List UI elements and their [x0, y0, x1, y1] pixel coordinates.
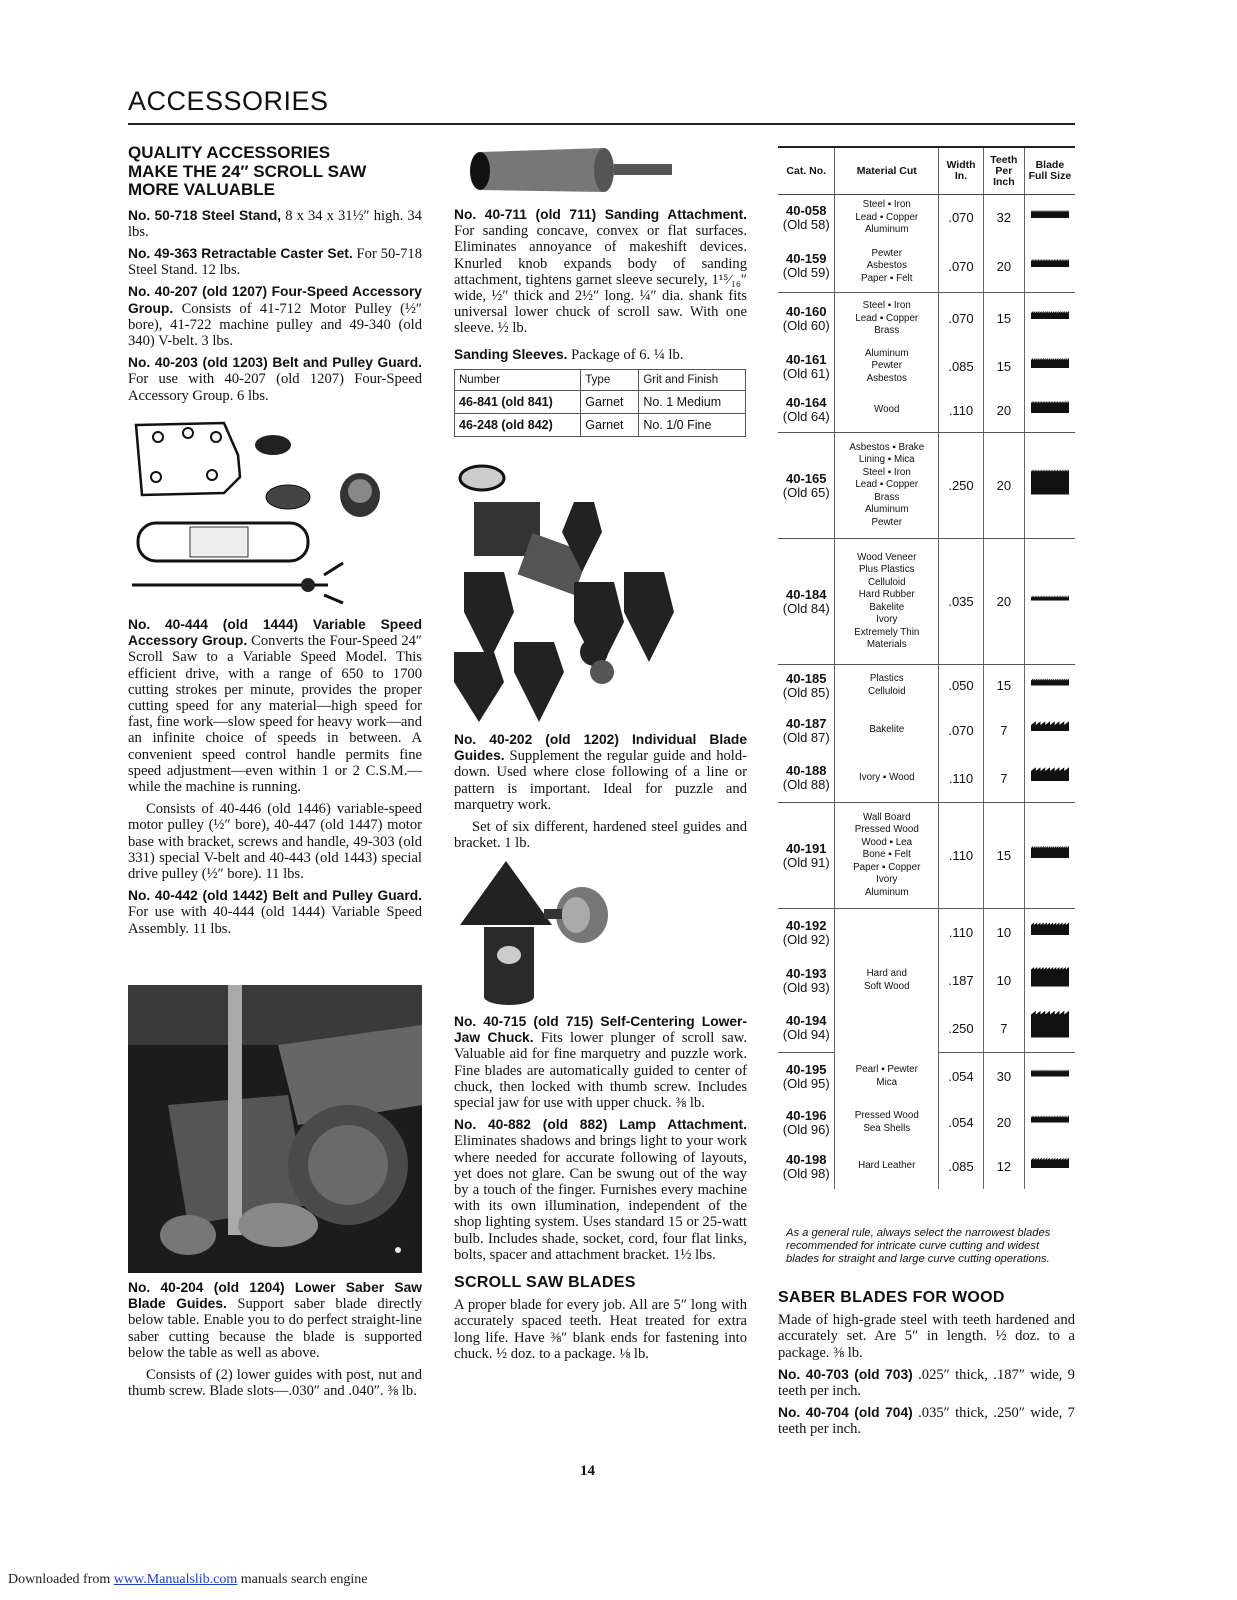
cat-number: 40-161 [786, 351, 827, 367]
sanding-attachment-entry: No. 40-711 (old 711) Sanding Attachment. For sanding concave, convex or flat surfaces. Eliminates annoyance of makeshift devices. Knurled knob expands body of sanding attachment, tightens garnet sleeve securely, 1¹⁵⁄₁₆″ wide, ½″ thick and 2½″ long. ¼″ dia. shank fits universal lower chuck of scroll saw. With one sleeve. ½ lb. [454, 207, 747, 337]
col-header-material: Material Cut [835, 147, 939, 195]
cat-cell [778, 539, 835, 665]
blade-shape [1031, 679, 1069, 686]
width-cell: .250 [939, 1005, 984, 1053]
blade-shape [1031, 1158, 1069, 1168]
blade-shape [1031, 596, 1069, 601]
table-row: 46-841 (old 841) Garnet No. 1 Medium [455, 391, 746, 414]
material-line: Hard Leather [858, 1160, 916, 1172]
old-number: (Old 84) [782, 600, 830, 616]
section-heading [128, 144, 422, 200]
table-row: 46-248 (old 842) Garnet No. 1/0 Fine [455, 414, 746, 437]
material-line: Brass [874, 491, 900, 503]
steel-stand-entry: No. 50-718 Steel Stand, 8 x 34 x 31½″ high. 34 lbs. [128, 207, 422, 240]
blade-silhouette [1030, 1104, 1070, 1136]
blade-image-cell [1024, 241, 1075, 293]
column-3 [778, 1280, 1075, 1444]
blade-silhouette [1030, 1010, 1070, 1042]
material-line: Wall Board [862, 811, 911, 823]
belt-guard-2-entry: No. 40-442 (old 1442) Belt and Pulley Guard. For use with 40-444 (old 1444) Variable Speed Assembly. 11 lbs. [128, 888, 422, 937]
cat-cell [778, 345, 835, 389]
cat-number: 40-195 [786, 1061, 827, 1077]
blade-image-cell [1024, 539, 1075, 665]
material-line: Wood ▪ Lea [861, 836, 913, 848]
blade-silhouette [1030, 348, 1070, 380]
cat-number: 40-160 [786, 303, 827, 319]
cat-cell [778, 1005, 835, 1053]
cat-number: 40-192 [786, 917, 827, 933]
cat-cell [778, 909, 835, 957]
material-line: Ivory [876, 614, 898, 625]
material-line: Soft Wood [863, 980, 910, 992]
scroll-saw-blades-table [778, 146, 1075, 1189]
blade-image-cell [1024, 1145, 1075, 1189]
teeth-cell: 7 [983, 707, 1024, 755]
table-row [778, 909, 1075, 957]
column-2 [454, 207, 747, 447]
page-number: 14 [580, 1463, 595, 1479]
lower-jaw-chuck-entry: No. 40-715 (old 715) Self-Centering Lower-Jaw Chuck. Fits lower plunger of scroll saw. Valuable aid for fine marquetry and puzzle work. Fine blades are automatically guided to center of chuck, then locked with thumb screw. Includes special jaw for use with upper chuck. ⅜ lb. [454, 1014, 747, 1112]
width-cell: .110 [939, 755, 984, 803]
material-cell [835, 241, 939, 293]
cat-number: 40-191 [786, 840, 827, 856]
saber-704-entry: No. 40-704 (old 704) .035″ thick, .250″ wide, 7 teeth per inch. [778, 1405, 1075, 1438]
blade-shape [1031, 1010, 1069, 1037]
material-line: Pewter [871, 360, 902, 372]
cat-number: 40-164 [786, 395, 827, 411]
col-header-teeth: Teeth Per Inch [983, 147, 1024, 195]
blade-guides-contents: Set of six different, hardened steel guides and bracket. 1 lb. [454, 819, 747, 852]
blade-shape [1031, 767, 1069, 781]
teeth-cell: 10 [983, 957, 1024, 1005]
width-cell: .070 [939, 195, 984, 241]
material-line: Asbestos ▪ Brake [849, 441, 925, 453]
material-line: Aluminum [864, 504, 909, 516]
col-header-number: Number [455, 369, 581, 390]
width-cell: .085 [939, 1145, 984, 1189]
width-cell: .035 [939, 539, 984, 665]
material-line: Mica [876, 1076, 898, 1088]
table-row [778, 539, 1075, 665]
table-row [778, 1101, 1075, 1145]
old-number: (Old 98) [782, 1165, 830, 1181]
material-line: Asbestos [866, 372, 907, 384]
teeth-cell: 7 [983, 1005, 1024, 1053]
blade-image-cell [1024, 707, 1075, 755]
column-1-lower [128, 617, 422, 943]
blade-image-cell [1024, 755, 1075, 803]
col-header-cat: Cat. No. [778, 147, 835, 195]
cat-cell [778, 1101, 835, 1145]
blade-image-cell [1024, 803, 1075, 909]
width-cell: .250 [939, 433, 984, 539]
manualslib-link[interactable]: www.Manualslib.com [113, 1572, 238, 1587]
cat-cell [778, 195, 835, 241]
material-line: Aluminum [864, 886, 909, 898]
cat-number: 40-196 [786, 1107, 827, 1123]
material-cell [835, 195, 939, 241]
teeth-cell: 20 [983, 1101, 1024, 1145]
cat-number: 40-193 [786, 965, 827, 981]
material-line: Brass [874, 325, 900, 336]
teeth-cell: 20 [983, 539, 1024, 665]
scroll-saw-blades-heading: SCROLL SAW BLADES [454, 1274, 636, 1292]
sanding-sleeves-entry: Sanding Sleeves. Package of 6. ¼ lb. [454, 346, 684, 363]
material-line: Bakelite [869, 601, 905, 613]
blade-shape [1031, 401, 1069, 413]
blade-silhouette [1030, 583, 1070, 615]
blade-silhouette [1030, 712, 1070, 744]
variable-speed-contents: Consists of 40-446 (old 1446) variable-speed motor pulley (½″ bore), 40-447 (old 1447) motor base with bracket, screws and handle, 49-303 (old 331) special V-belt and 40-443 (old 1443) special drive pulley (½″ bore). 11 lbs. [128, 801, 422, 883]
material-line: Paper ▪ Copper [853, 861, 921, 873]
table-row [778, 707, 1075, 755]
blade-silhouette [1030, 467, 1070, 499]
blade-image-cell [1024, 345, 1075, 389]
variable-speed-entry: No. 40-444 (old 1444) Variable Speed Accessory Group. Converts the Four-Speed 24″ Scroll Saw to a Variable Speed Model. This efficient drive, with a range of 650 to 1700 cutting strokes per minute, provides the proper cutting speed for any material—high speed for fast, fine work—slow speed for heavy work—and an infinite choice of speeds in between. A convenient speed control handle permits fine speed adjustment—even within 1 or 2 C.S.M.—while the machine is running. [128, 617, 423, 796]
material-cell [835, 433, 939, 539]
old-number: (Old 61) [782, 365, 830, 381]
cat-cell [778, 433, 835, 539]
saber-blades-heading: SABER BLADES FOR WOOD [778, 1289, 1005, 1306]
blade-image-cell [1024, 1005, 1075, 1053]
material-line: Lead ▪ Copper [855, 312, 919, 324]
page-header: ACCESSORIES [128, 86, 329, 116]
material-line: Steel ▪ Iron [862, 466, 911, 478]
heading-line: MORE VALUABLE [128, 180, 276, 199]
cat-cell [778, 293, 835, 345]
material-line: Plus Plastics [858, 564, 915, 575]
material-line: Wood Veneer [857, 551, 917, 563]
cat-cell [778, 957, 835, 1005]
column-2-middle [454, 732, 747, 857]
teeth-cell: 12 [983, 1145, 1024, 1189]
table-row [778, 433, 1075, 539]
cat-cell [778, 707, 835, 755]
teeth-cell: 30 [983, 1053, 1024, 1101]
old-number: (Old 92) [782, 931, 830, 947]
blade-silhouette [1030, 837, 1070, 869]
blade-silhouette [1030, 1148, 1070, 1180]
blade-silhouette [1030, 248, 1070, 280]
teeth-cell: 7 [983, 755, 1024, 803]
scroll-saw-blades-text: A proper blade for every job. All are 5″ long with accurately spaced teeth. Heat treated for extra long life. Have ⅜″ blank ends for fastening into chuck. ½ doz. to a package. ⅛ lb. [454, 1297, 747, 1362]
blade-selection-note: As a general rule, always select the narrowest blades recommended for intricate curve cutting and widest blades for straight and large curve cutting operations. [786, 1227, 1051, 1265]
table-row [778, 1145, 1075, 1189]
cat-number: 40-159 [786, 251, 827, 267]
blade-shape [1031, 259, 1069, 267]
old-number: (Old 91) [782, 854, 830, 870]
sanding-sleeves-table [454, 369, 746, 438]
material-cell [835, 293, 939, 345]
column-2-lower [454, 1014, 747, 1368]
column-1 [128, 144, 422, 410]
material-line: Celluloid [867, 576, 906, 588]
belt-guard-entry: No. 40-203 (old 1203) Belt and Pulley Guard. For use with 40-207 (old 1207) Four-Speed Accessory Group. 6 lbs. [128, 355, 422, 404]
blade-shape [1031, 721, 1069, 731]
blade-silhouette [1030, 1058, 1070, 1090]
table-row [778, 755, 1075, 803]
cat-cell [778, 1145, 835, 1189]
width-cell: .110 [939, 389, 984, 433]
footer: Downloaded from www.Manualslib.com manuals search engine [8, 1572, 368, 1587]
material-line: Materials [866, 639, 907, 650]
material-cell [835, 665, 939, 707]
column-1-bottom [128, 1280, 422, 1405]
blade-silhouette [1030, 199, 1070, 231]
cat-number: 40-058 [786, 202, 827, 218]
table-row [778, 1053, 1075, 1101]
four-speed-entry: No. 40-207 (old 1207) Four-Speed Accessory Group. Consists of 41-712 Motor Pulley (½″ bore), 41-722 machine pulley and 49-340 (old 340) V-belt. 3 lbs. [128, 284, 422, 349]
teeth-cell: 15 [983, 665, 1024, 707]
material-line: Pressed Wood [854, 1110, 919, 1121]
cat-number: 40-165 [786, 470, 827, 486]
table-row [778, 293, 1075, 345]
cat-number: 40-198 [786, 1151, 827, 1167]
old-number: (Old 93) [782, 979, 830, 995]
material-cell [835, 707, 939, 755]
blade-image-cell [1024, 909, 1075, 957]
cat-cell [778, 241, 835, 293]
caster-set-entry: No. 49-363 Retractable Caster Set. For 50-718 Steel Stand. 12 lbs. [128, 245, 422, 279]
col-header-width: Width In. [939, 147, 984, 195]
material-line: Steel ▪ Iron [862, 199, 911, 210]
teeth-cell: 15 [983, 803, 1024, 909]
blade-shape [1031, 967, 1069, 987]
material-cell [835, 909, 939, 1053]
col-header-grit: Grit and Finish [639, 369, 746, 390]
saber-guide-photo [128, 985, 422, 1273]
blade-shape [1031, 923, 1069, 936]
teeth-cell: 20 [983, 389, 1024, 433]
old-number: (Old 64) [782, 409, 830, 425]
col-header-blade: Blade Full Size [1024, 147, 1075, 195]
blade-shape [1031, 358, 1069, 368]
blade-shape [1031, 846, 1069, 858]
table-row [778, 195, 1075, 241]
saber-703-entry: No. 40-703 (old 703) .025″ thick, .187″ wide, 9 teeth per inch. [778, 1366, 1075, 1400]
blade-silhouette [1030, 914, 1070, 946]
width-cell: .110 [939, 909, 984, 957]
heading-line: QUALITY ACCESSORIES [128, 143, 331, 162]
width-cell: .070 [939, 707, 984, 755]
table-row [778, 389, 1075, 433]
material-line: Aluminum [864, 347, 909, 359]
blade-image-cell [1024, 433, 1075, 539]
lamp-attachment-entry: No. 40-882 (old 882) Lamp Attachment. Eliminates shadows and brings light to your work where needed for accurate following of layouts, yet does not glare. Can be swung out of the way by a touch of the finger. Furnishes every machine with its own illumination, independent of the shop lighting system. Uses standard 15 or 25-watt bulb. Includes shade, socket, cord, four flat links, bolts, spacer and attachment bracket. 1½ lbs. [454, 1117, 747, 1263]
pulley-group-illustration [128, 415, 380, 605]
width-cell: .054 [939, 1101, 984, 1145]
cat-cell [778, 389, 835, 433]
material-line: Extremely Thin [854, 626, 920, 638]
width-cell: .187 [939, 957, 984, 1005]
cat-cell [778, 803, 835, 909]
material-line: Ivory [876, 874, 898, 886]
table-row [778, 665, 1075, 707]
material-line: Lining ▪ Mica [858, 454, 915, 466]
old-number: (Old 58) [782, 216, 830, 232]
material-line: Pearl ▪ Pewter [855, 1064, 918, 1075]
teeth-cell: 20 [983, 433, 1024, 539]
material-line: Sea Shells [863, 1122, 911, 1134]
material-line: Ivory ▪ Wood [858, 772, 915, 783]
blade-silhouette [1030, 667, 1070, 699]
saber-blades-text: Made of high-grade steel with teeth hardened and accurately set. Are 5″ in length. ½ doz. to a package. ⅜ lb. [778, 1312, 1075, 1361]
table-row [778, 345, 1075, 389]
old-number: (Old 88) [782, 777, 830, 793]
cat-number: 40-185 [786, 670, 827, 686]
blade-silhouette [1030, 962, 1070, 994]
teeth-cell: 15 [983, 345, 1024, 389]
cat-number: 40-188 [786, 763, 827, 779]
table-row [778, 803, 1075, 909]
heading-line: MAKE THE 24″ SCROLL SAW [128, 161, 367, 181]
saber-guides-entry: No. 40-204 (old 1204) Lower Saber Saw Blade Guides. Support saber blade directly below table. Enable you to do perfect straight-line saber cutting because the blade is supported below the table as well as above. [128, 1280, 423, 1361]
blade-image-cell [1024, 665, 1075, 707]
blade-image-cell [1024, 389, 1075, 433]
lower-jaw-chuck-illustration [454, 855, 614, 1010]
col-header-type: Type [581, 369, 639, 390]
material-line: Asbestos [866, 260, 907, 271]
blade-shape [1031, 210, 1069, 218]
width-cell: .110 [939, 803, 984, 909]
teeth-cell: 32 [983, 195, 1024, 241]
header-rule [128, 123, 1075, 125]
blade-silhouette [1030, 392, 1070, 424]
width-cell: .070 [939, 241, 984, 293]
cat-cell [778, 1053, 835, 1101]
material-cell [835, 345, 939, 389]
material-cell [835, 539, 939, 665]
blade-image-cell [1024, 1101, 1075, 1145]
blade-silhouette [1030, 300, 1070, 332]
old-number: (Old 60) [782, 317, 830, 333]
material-cell [835, 755, 939, 803]
blade-shape [1031, 311, 1069, 319]
sanding-attachment-illustration [454, 140, 674, 200]
material-cell [835, 1145, 939, 1189]
material-cell [835, 1101, 939, 1145]
material-line: Lead ▪ Copper [855, 479, 919, 491]
old-number: (Old 96) [782, 1121, 830, 1137]
material-line: Steel ▪ Iron [862, 300, 911, 311]
cat-cell [778, 755, 835, 803]
material-line: Celluloid [867, 685, 906, 697]
material-cell [835, 389, 939, 433]
old-number: (Old 95) [782, 1075, 830, 1091]
material-line: Bone ▪ Felt [862, 849, 911, 861]
blade-guides-entry: No. 40-202 (old 1202) Individual Blade Guides. Supplement the regular guide and hold-down. Used where close following of a line or pattern is important. Ideal for puzzle and marquetry work. [454, 732, 747, 813]
blade-shape [1031, 1070, 1069, 1077]
material-line: Pressed Wood [854, 824, 919, 836]
blade-shape [1031, 1116, 1069, 1123]
blade-image-cell [1024, 293, 1075, 345]
teeth-cell: 20 [983, 241, 1024, 293]
material-line: Lead ▪ Copper [855, 211, 919, 223]
blade-image-cell [1024, 195, 1075, 241]
material-line: Wood [874, 404, 900, 415]
material-line: Plastics [869, 673, 904, 685]
cat-number: 40-187 [786, 715, 827, 731]
blade-silhouette [1030, 760, 1070, 792]
material-cell [835, 1053, 939, 1101]
width-cell: .070 [939, 293, 984, 345]
table-row [778, 241, 1075, 293]
old-number: (Old 87) [782, 729, 830, 745]
teeth-cell: 15 [983, 293, 1024, 345]
cat-number: 40-184 [786, 586, 827, 602]
old-number: (Old 65) [782, 484, 830, 500]
blade-image-cell [1024, 957, 1075, 1005]
teeth-cell: 10 [983, 909, 1024, 957]
material-line: Pewter [871, 516, 902, 528]
material-line: Aluminum [864, 224, 909, 235]
blade-image-cell [1024, 1053, 1075, 1101]
material-cell [835, 803, 939, 909]
old-number: (Old 85) [782, 684, 830, 700]
width-cell: .054 [939, 1053, 984, 1101]
material-line: Paper ▪ Felt [861, 272, 913, 284]
old-number: (Old 59) [782, 265, 830, 281]
cat-number: 40-194 [786, 1013, 827, 1029]
material-line: Pewter [871, 247, 902, 259]
saber-guides-contents: Consists of (2) lower guides with post, nut and thumb screw. Blade slots—.030″ and .040″. ⅜ lb. [128, 1367, 422, 1400]
cat-cell [778, 665, 835, 707]
material-line: Hard Rubber [858, 589, 915, 600]
blade-guides-illustration [454, 462, 694, 727]
width-cell: .085 [939, 345, 984, 389]
material-line: Bakelite [869, 724, 905, 736]
blade-shape [1031, 470, 1069, 495]
old-number: (Old 94) [782, 1027, 830, 1043]
material-line: Hard and [866, 968, 907, 980]
width-cell: .050 [939, 665, 984, 707]
